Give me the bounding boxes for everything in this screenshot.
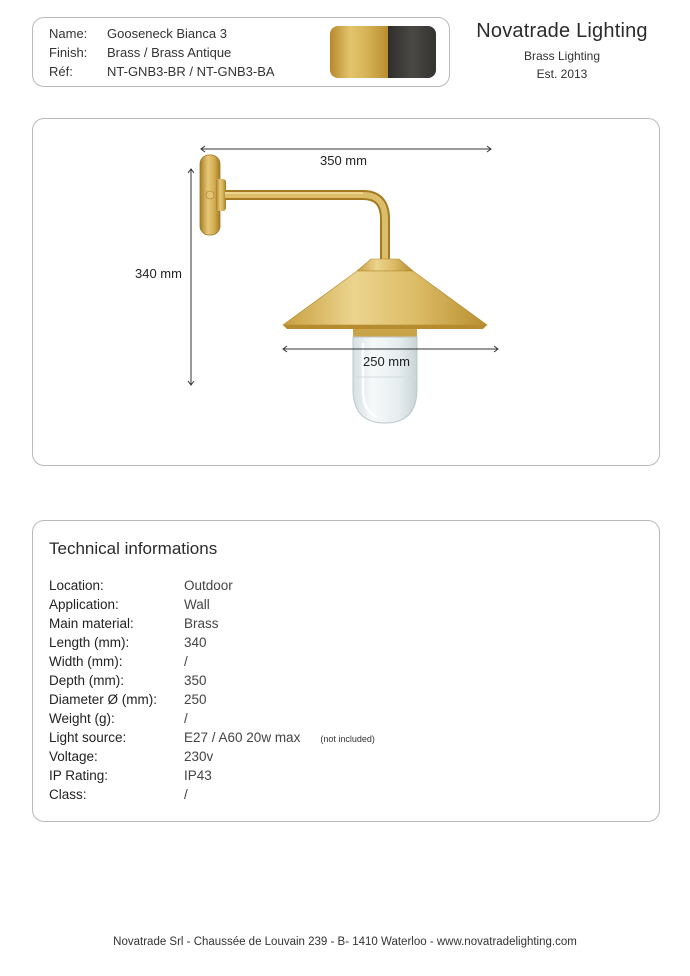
dimension-width-line bbox=[201, 146, 491, 152]
spec-value: Wall bbox=[184, 597, 210, 612]
product-image-box bbox=[32, 118, 660, 466]
finish-label: Finish: bbox=[49, 45, 88, 60]
spec-row bbox=[49, 616, 219, 631]
name-label: Name: bbox=[49, 26, 88, 41]
brand-subtitle: Brass Lighting bbox=[523, 49, 601, 63]
gooseneck-arm bbox=[225, 193, 385, 259]
spec-value: 340 bbox=[184, 635, 207, 650]
brass-swatch bbox=[330, 26, 388, 78]
brass-antique-swatch bbox=[388, 26, 436, 78]
spec-label: Class: bbox=[49, 787, 87, 802]
name-row bbox=[49, 26, 227, 41]
spec-row bbox=[49, 597, 210, 612]
brand-block bbox=[458, 20, 666, 81]
spec-row bbox=[49, 692, 207, 707]
spec-row bbox=[49, 768, 212, 783]
finish-swatches bbox=[330, 26, 436, 78]
spec-note: (not included) bbox=[320, 734, 375, 744]
ref-value: NT-GNB3-BR / NT-GNB3-BA bbox=[107, 64, 275, 79]
spec-value: / bbox=[184, 654, 188, 669]
spec-value: / bbox=[184, 711, 188, 726]
technical-info-box bbox=[32, 520, 660, 822]
spec-row bbox=[49, 787, 188, 802]
spec-label: Diameter Ø (mm): bbox=[49, 692, 157, 707]
footer-address: Novatrade Srl - Chaussée de Louvain 239 - B- 1410 Waterloo - www.novatradelighting.com bbox=[113, 936, 577, 948]
finish-row bbox=[49, 45, 231, 60]
spec-row bbox=[49, 578, 233, 593]
spec-row bbox=[49, 673, 207, 688]
spec-row bbox=[49, 749, 213, 764]
spec-label: Location: bbox=[49, 578, 104, 593]
spec-value: E27 / A60 20w max bbox=[184, 730, 301, 745]
height-dimension-label: 340 mm bbox=[135, 266, 182, 281]
finish-value: Brass / Brass Antique bbox=[107, 45, 232, 60]
spec-label: Light source: bbox=[49, 730, 127, 745]
spec-value: 350 bbox=[184, 673, 207, 688]
spec-value: Brass bbox=[184, 616, 219, 631]
ref-row bbox=[49, 64, 275, 79]
lamp-shade bbox=[283, 259, 487, 337]
technical-title: Technical informations bbox=[49, 539, 218, 558]
spec-label: Width (mm): bbox=[49, 654, 123, 669]
spec-row bbox=[49, 635, 207, 650]
spec-value: 230v bbox=[184, 749, 214, 764]
spec-value: IP43 bbox=[184, 768, 212, 783]
spec-value: 250 bbox=[184, 692, 207, 707]
spec-label: Length (mm): bbox=[49, 635, 130, 650]
lamp-drawing bbox=[33, 119, 661, 467]
name-value: Gooseneck Bianca 3 bbox=[107, 26, 227, 41]
spec-label: IP Rating: bbox=[49, 768, 109, 783]
brand-established: Est. 2013 bbox=[536, 67, 588, 81]
spec-value: / bbox=[184, 787, 188, 802]
ref-label: Réf: bbox=[49, 64, 73, 79]
spec-label: Main material: bbox=[49, 616, 134, 631]
brand-name: Novatrade Lighting bbox=[476, 20, 648, 42]
diameter-dimension-label: 250 mm bbox=[363, 354, 410, 369]
spec-label: Voltage: bbox=[49, 749, 98, 764]
glass-globe bbox=[353, 337, 417, 423]
wall-plate bbox=[200, 155, 226, 235]
product-header-box bbox=[32, 17, 450, 87]
spec-row bbox=[49, 730, 375, 745]
spec-label: Weight (g): bbox=[49, 711, 115, 726]
spec-row bbox=[49, 711, 188, 726]
dimension-height-line bbox=[188, 169, 194, 385]
spec-label: Application: bbox=[49, 597, 119, 612]
width-dimension-label: 350 mm bbox=[320, 153, 367, 168]
spec-row bbox=[49, 654, 188, 669]
spec-label: Depth (mm): bbox=[49, 673, 125, 688]
spec-value: Outdoor bbox=[184, 578, 233, 593]
